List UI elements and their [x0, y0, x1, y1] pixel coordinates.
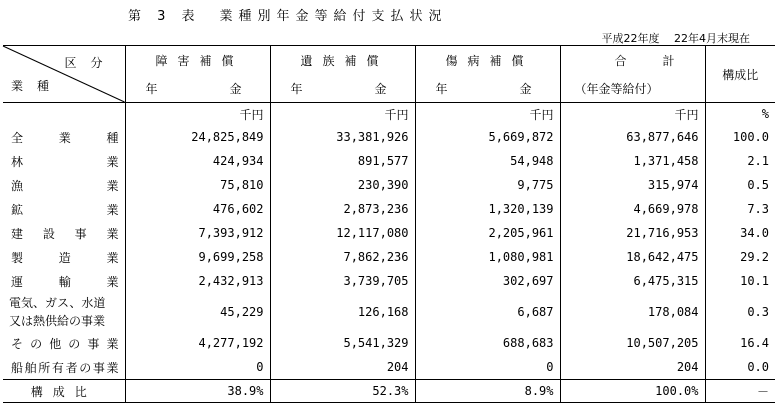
unit-row — [3, 103, 775, 126]
table-row — [3, 355, 775, 380]
row-category: 漁業 — [11, 178, 119, 193]
col-header-top: 合 計 — [560, 46, 705, 75]
cell-value: 204 — [270, 355, 415, 380]
ratio-header: 構成比 — [705, 46, 775, 103]
unit-label: % — [705, 103, 775, 126]
cell-value: 18,642,475 — [560, 245, 705, 269]
cell-value: 0.5 — [705, 173, 775, 197]
diag-label-bottom: 業種 — [11, 79, 64, 93]
cell-value: 2,873,236 — [270, 197, 415, 221]
diagonal-header-cell — [3, 46, 125, 103]
ratio-row — [3, 380, 775, 403]
cell-value: 7,393,912 — [125, 221, 270, 245]
cell-value: 2.1 — [705, 149, 775, 173]
cell-value: 2,432,913 — [125, 269, 270, 293]
as-of-date: 平成22年度 22年4月末現在 — [601, 32, 750, 45]
cell-value: 100.0 — [705, 125, 775, 149]
cell-value: 7.3 — [705, 197, 775, 221]
ratio-value: 100.0% — [560, 380, 705, 403]
row-category: その他の事業 — [11, 336, 119, 351]
row-category: 林業 — [11, 154, 119, 169]
cell-value: 302,697 — [415, 269, 560, 293]
table-row — [3, 149, 775, 173]
cell-value: 0.3 — [705, 293, 775, 331]
diag-label-top: 区分 — [64, 56, 117, 70]
ratio-value: － — [705, 380, 775, 403]
cell-value: 1,080,981 — [415, 245, 560, 269]
row-category: 鉱業 — [11, 202, 119, 217]
table-row — [3, 293, 775, 331]
table-row — [3, 245, 775, 269]
col-header-top: 障害補償 — [125, 46, 270, 75]
row-category: 建設事業 — [11, 226, 119, 241]
cell-value: 21,716,953 — [560, 221, 705, 245]
cell-value: 126,168 — [270, 293, 415, 331]
row-category: 製造業 — [11, 250, 119, 265]
ratio-value: 38.9% — [125, 380, 270, 403]
cell-value: 688,683 — [415, 331, 560, 355]
cell-value: 5,669,872 — [415, 125, 560, 149]
unit-label: 千円 — [270, 103, 415, 126]
cell-value: 3,739,705 — [270, 269, 415, 293]
table-row — [3, 221, 775, 245]
cell-value: 1,320,139 — [415, 197, 560, 221]
cell-value: 9,699,258 — [125, 245, 270, 269]
table-row — [3, 173, 775, 197]
cell-value: 5,541,329 — [270, 331, 415, 355]
row-category: 船舶所有者の事業 — [11, 360, 119, 375]
table-row — [3, 125, 775, 149]
row-category: 電気、ガス、水道 又は熱供給の事業 — [9, 296, 106, 328]
cell-value: 4,669,978 — [560, 197, 705, 221]
cell-value: 54,948 — [415, 149, 560, 173]
benefit-payment-table — [3, 45, 775, 403]
col-header-bottom: 年 金 — [125, 74, 270, 103]
col-header-bottom: 年 金 — [415, 74, 560, 103]
cell-value: 4,277,192 — [125, 331, 270, 355]
cell-value: 1,371,458 — [560, 149, 705, 173]
cell-value: 0 — [125, 355, 270, 380]
cell-value: 34.0 — [705, 221, 775, 245]
unit-empty — [3, 103, 125, 126]
cell-value: 9,775 — [415, 173, 560, 197]
ratio-row-label: 構成比 — [3, 380, 125, 403]
ratio-value: 8.9% — [415, 380, 560, 403]
cell-value: 178,084 — [560, 293, 705, 331]
cell-value: 75,810 — [125, 173, 270, 197]
row-category: 運輸業 — [11, 274, 119, 289]
row-category: 全業種 — [11, 130, 119, 145]
table-row — [3, 269, 775, 293]
cell-value: 891,577 — [270, 149, 415, 173]
cell-value: 6,687 — [415, 293, 560, 331]
cell-value: 0.0 — [705, 355, 775, 380]
table-title: 第 3 表 業種別年金等給付支払状況 — [128, 9, 448, 24]
cell-value: 476,602 — [125, 197, 270, 221]
col-header-bottom: 年 金 — [270, 74, 415, 103]
cell-value: 10,507,205 — [560, 331, 705, 355]
col-header-top: 傷病補償 — [415, 46, 560, 75]
col-header-top: 遺族補償 — [270, 46, 415, 75]
cell-value: 7,862,236 — [270, 245, 415, 269]
unit-label: 千円 — [415, 103, 560, 126]
table-row — [3, 197, 775, 221]
col-header-bottom: （年金等給付） — [560, 74, 705, 103]
cell-value: 424,934 — [125, 149, 270, 173]
ratio-value: 52.3% — [270, 380, 415, 403]
header-row-top — [3, 46, 775, 75]
cell-value: 2,205,961 — [415, 221, 560, 245]
cell-value: 29.2 — [705, 245, 775, 269]
table-row — [3, 331, 775, 355]
cell-value: 230,390 — [270, 173, 415, 197]
cell-value: 24,825,849 — [125, 125, 270, 149]
cell-value: 33,381,926 — [270, 125, 415, 149]
cell-value: 6,475,315 — [560, 269, 705, 293]
cell-value: 12,117,080 — [270, 221, 415, 245]
cell-value: 0 — [415, 355, 560, 380]
cell-value: 16.4 — [705, 331, 775, 355]
cell-value: 315,974 — [560, 173, 705, 197]
cell-value: 204 — [560, 355, 705, 380]
cell-value: 10.1 — [705, 269, 775, 293]
unit-label: 千円 — [125, 103, 270, 126]
cell-value: 45,229 — [125, 293, 270, 331]
unit-label: 千円 — [560, 103, 705, 126]
cell-value: 63,877,646 — [560, 125, 705, 149]
